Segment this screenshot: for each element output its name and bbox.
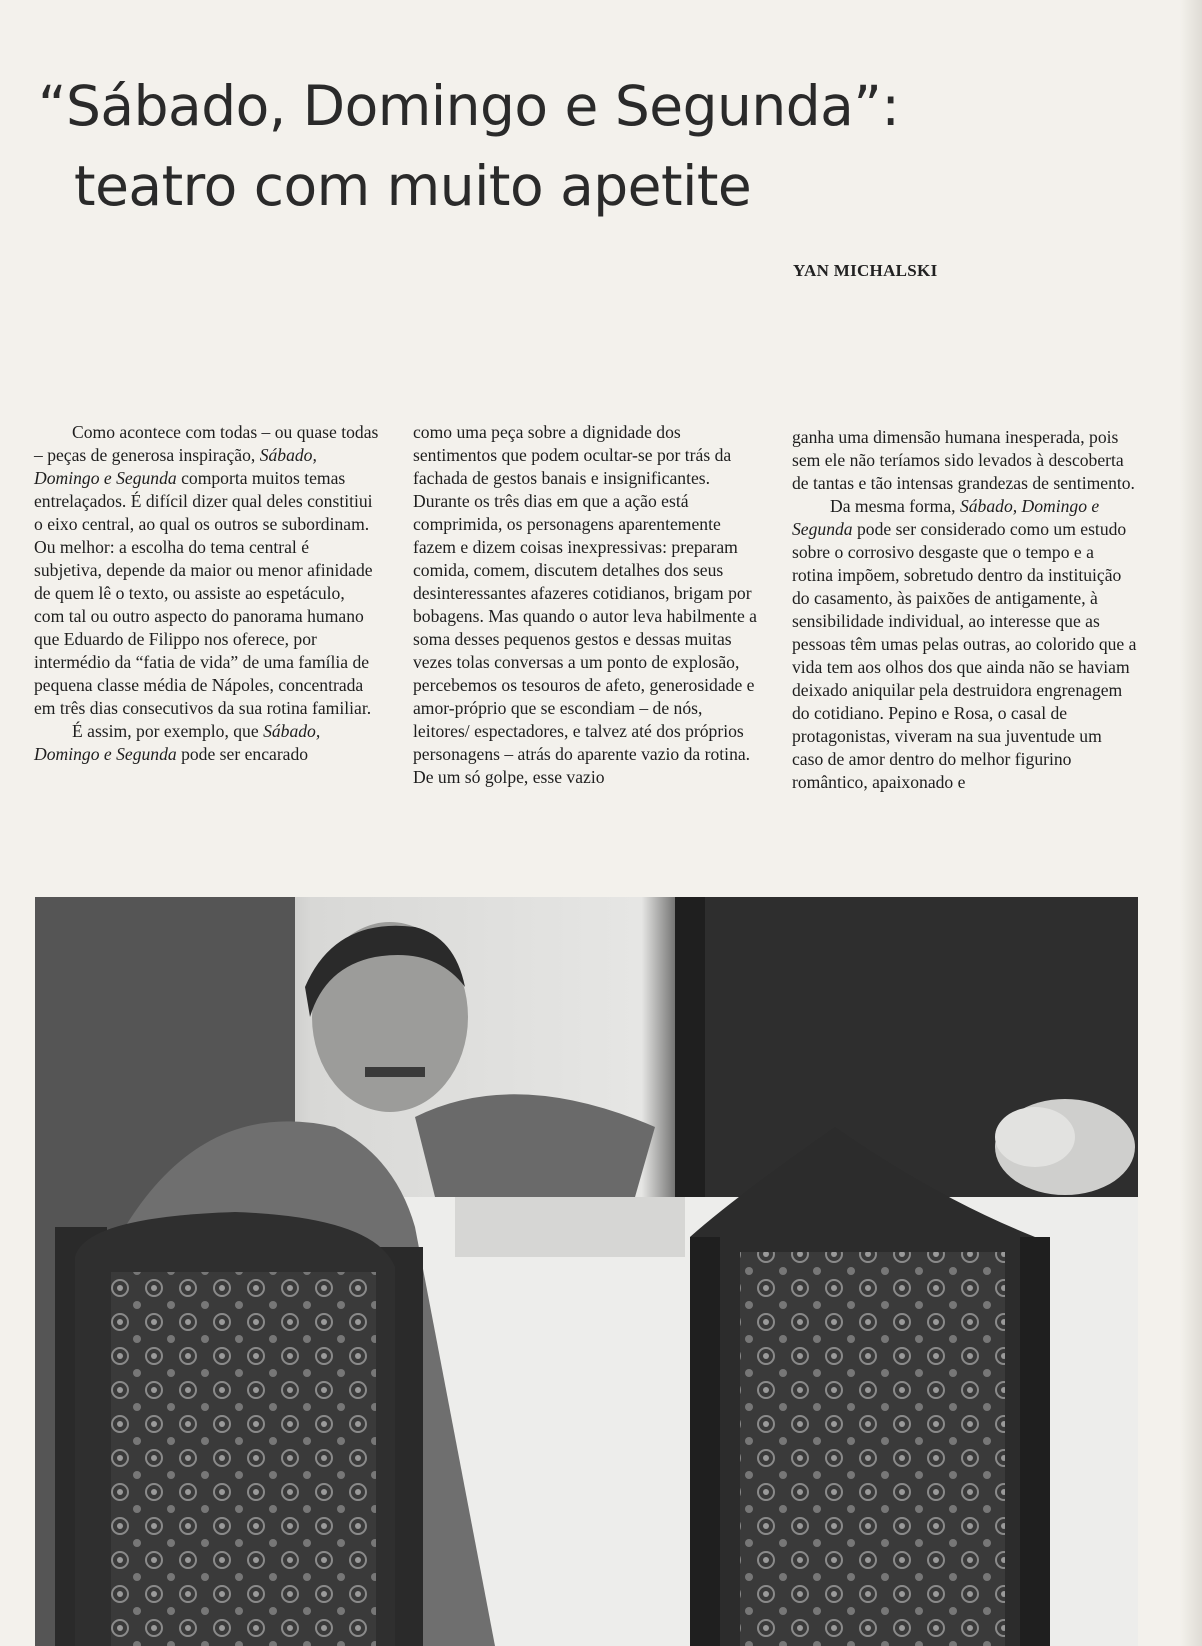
paragraph: ganha uma dimensão humana inesperada, pois sem ele não teríamos sido levados à descoberta de tantas e tão intensas grandezas de sentimento. [792, 427, 1135, 493]
text-column-1 [34, 421, 379, 766]
paragraph-text: comporta muitos temas entrelaçados. É difícil dizer qual deles constitiui o eixo central, ao qual os outros se subordinam. Ou melhor: a escolha do tema central é subjetiva, depende da maior ou menor afinidade de quem lê o texto, ou assiste ao espetáculo, com tal ou outro aspecto do panorama humano que Eduardo de Filippo nos oferece, por intermédio da “fatia de vida” de uma família de pequena classe média de Nápoles, concentrada em três dias consecutivos da sua rotina familiar. [34, 468, 373, 718]
paragraph [792, 495, 1137, 794]
paragraph [34, 421, 379, 720]
title-line-1: “Sábado, Domingo e Segunda”: [38, 74, 900, 138]
play-title-italic: Sábado, Domingo e Segunda [792, 496, 1100, 539]
article-photo [35, 897, 1138, 1646]
paragraph-text: pode ser considerado como um estudo sobre o corrosivo desgaste que o tempo e a rotina impõem, sobretudo dentro da instituição do casamento, às paixões de antigamente, à sensibilidade individual, ao interesse que as pessoas têm umas pelas outras, ao colorido que a vida tem aos olhos dos que ainda não se haviam deixado aniquilar pela destruidora engrenagem do cotidiano. Pepino e Rosa, o casal de protagonistas, viveram na sua juventude um caso de amor dentro do melhor figurino romântico, apaixonado e [792, 519, 1137, 792]
author-byline: YAN MICHALSKI [793, 261, 938, 280]
paragraph: como uma peça sobre a dignidade dos sentimentos que podem ocultar-se por trás da fachada de gestos banais e insignificantes. Durante os três dias em que a ação está comprimida, os personagens aparentemente fazem e dizem coisas inexpressivas: preparam comida, comem, discutem detalhes dos seus desinteressantes afazeres cotidianos, brigam por bobagens. Mas quando o autor leva habilmente a soma desses pequenos gestos e dessas muitas vezes tolas conversas a um ponto de explosão, percebemos os tesouros de afeto, generosidade e amor-próprio que se escondiam – de nós, leitores/ espectadores, e talvez até dos próprios personagens – atrás do aparente vazio da rotina. De um só golpe, esse vazio [413, 422, 757, 787]
play-title-italic: Sábado, Domingo e Segunda [34, 445, 317, 488]
paragraph-text: Como acontece com todas – ou quase todas – peças de generosa inspiração, [34, 422, 379, 465]
paragraph [34, 720, 379, 766]
paragraph-text: pode ser encarado [176, 744, 309, 764]
title-line-2: teatro com muito apetite [74, 154, 752, 218]
paragraph-text: Da mesma forma, [830, 496, 960, 516]
scan-edge-shadow [1180, 0, 1202, 1646]
article-title [38, 66, 1138, 226]
play-title-italic: Sábado, Domingo e Segunda [34, 721, 321, 764]
photo-illustration [35, 897, 1138, 1646]
text-column-3 [792, 426, 1137, 794]
paragraph-text: É assim, por exemplo, que [72, 721, 264, 741]
text-column-2 [413, 421, 758, 789]
